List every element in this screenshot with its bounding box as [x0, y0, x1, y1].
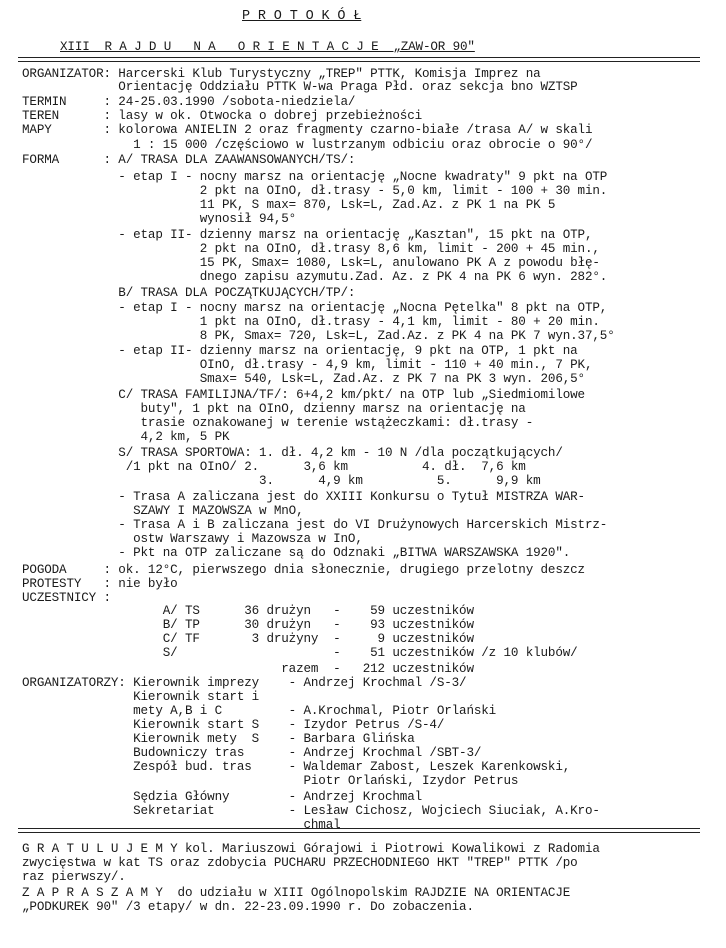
text-line: Sędzia Główny - Andrzej Krochmal: [22, 790, 423, 804]
text-line: Budowniczy tras - Andrzej Krochmal /SBT-3/: [22, 746, 482, 760]
text-line: S/ - 51 uczestników /z 10 klubów/: [22, 646, 578, 660]
text-line: Kierownik mety S - Barbara Glińska: [22, 732, 415, 746]
text-line: ORGANIZATOR: Harcerski Klub Turystyczny „TREP" PTTK, Komisja Imprez na: [22, 67, 541, 81]
text-line: Kierownik start S - Izydor Petrus /S-4/: [22, 718, 445, 732]
text-line: 8 PK, Smax= 720, Lsk=L, Zad.Az. z PK 4 na PK 7 wyn.37,5°: [22, 329, 615, 343]
text-line: buty", 1 pkt na OInO, dzienny marsz na orientację na: [22, 402, 526, 416]
text-line: 11 PK, S max= 870, Lsk=L, Zad.Az. z PK 1 na PK 5: [22, 198, 556, 212]
text-line: SZAWY I MAZOWSZA w MnO,: [22, 504, 304, 518]
text-line: 15 PK, Smax= 1080, Lsk=L, anulowano PK A z powodu błę-: [22, 256, 600, 270]
text-line: Sekretariat - Lesław Cichosz, Wojciech Siuciak, A.Kro-: [22, 804, 600, 818]
text-line: 3. 4,9 km 5. 9,9 km: [22, 474, 541, 488]
divider-top: [18, 57, 700, 58]
text-line: Orientację Oddziału PTTK W-wa Praga Płd. oraz sekcja bno WZTSP: [22, 80, 578, 94]
text-line: 4,2 km, 5 PK: [22, 430, 230, 444]
text-line: 2 pkt na OInO, dł.trasy - 5,0 km, limit - 100 + 30 min.: [22, 184, 608, 198]
text-line: 2 pkt na OInO, dł.trasy 8,6 km, limit - 200 + 45 min.,: [22, 242, 600, 256]
text-line: - etap I - nocny marsz na orientację „Nocna Pętelka" 8 pkt na OTP,: [22, 301, 608, 315]
text-line: FORMA : A/ TRASA DLA ZAAWANSOWANYCH/TS/:: [22, 153, 356, 167]
text-line: G R A T U L U J E M Y kol. Mariuszowi Górajowi i Piotrowi Kowalikowi z Radomia: [22, 842, 600, 856]
text-line: PROTESTY : nie było: [22, 577, 178, 591]
text-line: B/ TRASA DLA POCZĄTKUJĄCYCH/TP/:: [22, 286, 356, 300]
text-line: razem - 212 uczestników: [22, 662, 474, 676]
text-line: - Trasa A i B zaliczana jest do VI Drużynowych Harcerskich Mistrz-: [22, 518, 608, 532]
text-line: ORGANIZATORZY: Kierownik imprezy - Andrzej Krochmal /S-3/: [22, 676, 467, 690]
text-line: TERMIN : 24-25.03.1990 /sobota-niedziela/: [22, 95, 356, 109]
divider-bottom: [18, 828, 700, 829]
text-line: Zespół bud. tras - Waldemar Zabost, Leszek Karenkowski,: [22, 760, 571, 774]
text-line: Kierownik start i: [22, 690, 260, 704]
text-line: Piotr Orlański, Izydor Petrus: [22, 774, 519, 788]
text-line: /1 pkt na OInO/ 2. 3,6 km 4. dł. 7,6 km: [22, 460, 526, 474]
text-line: - Trasa A zaliczana jest do XXIII Konkursu o Tytuł MISTRZA WAR-: [22, 490, 585, 504]
text-line: A/ TS 36 drużyn - 59 uczestników: [22, 604, 474, 618]
text-line: C/ TRASA FAMILIJNA/TF/: 6+4,2 km/pkt/ na OTP lub „Siedmiomilowe: [22, 388, 585, 402]
text-line: S/ TRASA SPORTOWA: 1. dł. 4,2 km - 10 N /dla początkujących/: [22, 446, 563, 460]
text-line: UCZESTNICY :: [22, 591, 111, 605]
text-line: ostw Warszawy i Mazowsza w InO,: [22, 532, 363, 546]
text-line: Z A P R A S Z A M Y do udziału w XIII Ogólnopolskim RAJDZIE NA ORIENTACJE: [22, 886, 571, 900]
document-subtitle: XIII R A J D U N A O R I E N T A C J E „ZAW-OR 90": [60, 40, 475, 54]
text-line: POGODA : ok. 12°C, pierwszego dnia słonecznie, drugiego przelotny deszcz: [22, 563, 585, 577]
text-line: „PODKUREK 90" /3 etapy/ w dn. 22-23.09.1990 r. Do zobaczenia.: [22, 900, 474, 914]
text-line: Smax= 540, Lsk=L, Zad.Az. z PK 7 na PK 3 wyn. 206,5°: [22, 372, 585, 386]
text-line: dnego zapisu azymutu.Zad. Az. z PK 4 na PK 6 wyn. 282°.: [22, 270, 608, 284]
text-line: chmal: [22, 818, 341, 832]
text-line: mety A,B i C - A.Krochmal, Piotr Orlański: [22, 704, 497, 718]
text-line: MAPY : kolorowa ANIELIN 2 oraz fragmenty czarno-białe /trasa A/ w skali: [22, 123, 593, 137]
text-line: 1 : 15 000 /częściowo w lustrzanym odbiciu oraz obrocie o 90°/: [22, 138, 593, 152]
text-line: C/ TF 3 drużyny - 9 uczestników: [22, 632, 474, 646]
text-line: TEREN : lasy w ok. Otwocka o dobrej przebieżności: [22, 109, 423, 123]
text-line: - etap II- dzienny marsz na orientację „Kasztan", 15 pkt na OTP,: [22, 228, 593, 242]
text-line: B/ TP 30 drużyn - 93 uczestników: [22, 618, 474, 632]
document-title: P R O T O K Ó Ł: [242, 9, 362, 24]
text-line: - Pkt na OTP zaliczane są do Odznaki „BITWA WARSZAWSKA 1920".: [22, 546, 571, 560]
text-line: raz pierwszy/.: [22, 870, 126, 884]
text-line: wynosił 94,5°: [22, 212, 297, 226]
text-line: trasie oznakowanej w terenie wstążeczkami: dł.trasy -: [22, 416, 534, 430]
divider-bottom-2: [18, 832, 700, 833]
text-line: OInO, dł.trasy - 4,9 km, limit - 110 + 40 min., 7 PK,: [22, 358, 593, 372]
divider-top-2: [18, 61, 700, 62]
text-line: - etap I - nocny marsz na orientację „Nocne kwadraty" 9 pkt na OTP: [22, 170, 608, 184]
text-line: zwycięstwa w kat TS oraz zdobycia PUCHARU PRZECHODNIEGO HKT "TREP" PTTK /po: [22, 856, 578, 870]
text-line: - etap II- dzienny marsz na orientację, 9 pkt na OTP, 1 pkt na: [22, 344, 578, 358]
text-line: 1 pkt na OInO, dł.trasy - 4,1 km, limit - 80 + 20 min.: [22, 315, 600, 329]
